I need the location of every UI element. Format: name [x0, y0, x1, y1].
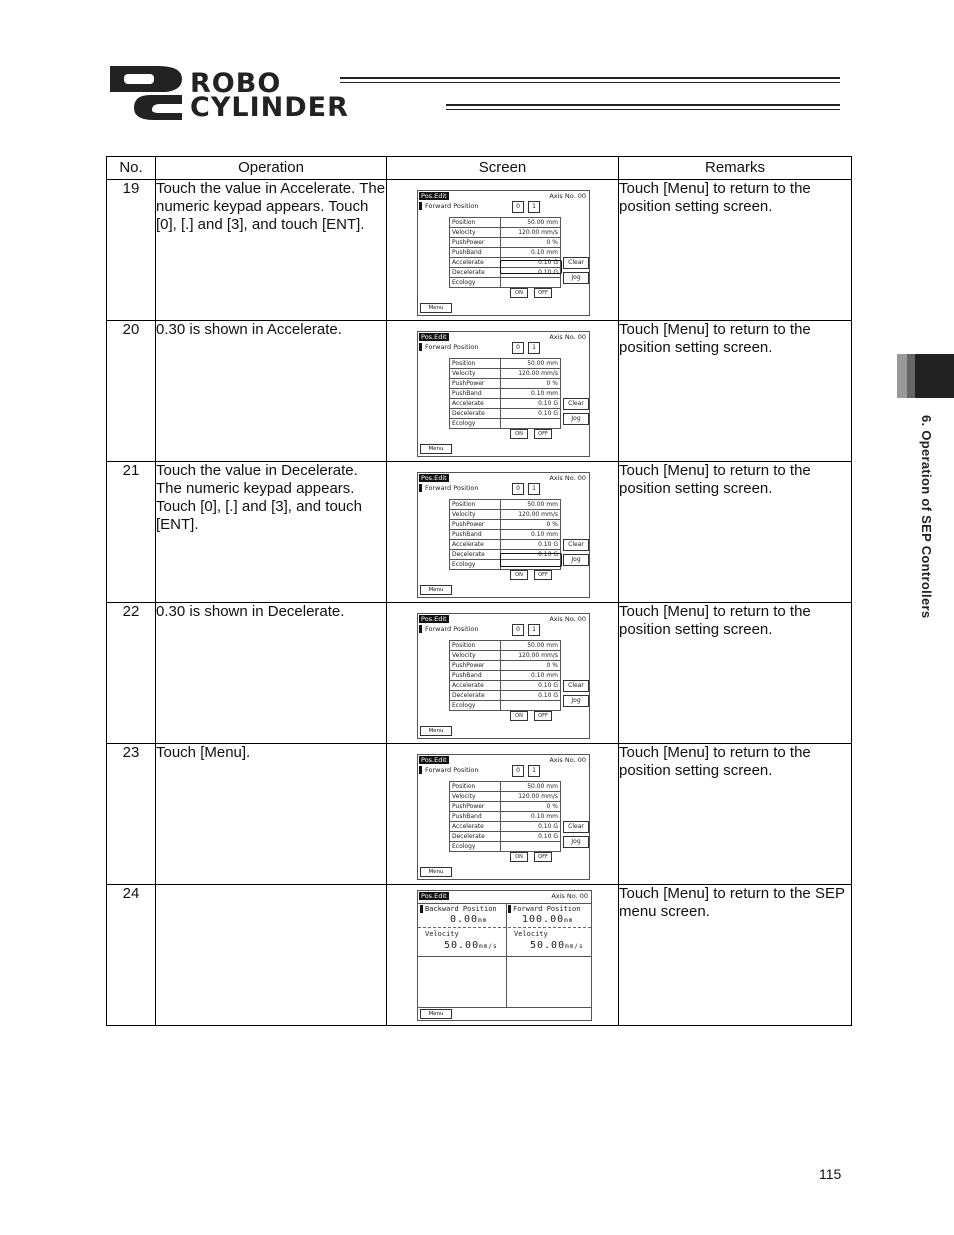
value-number: 0	[546, 803, 551, 810]
position-title: Forward Position	[425, 484, 479, 492]
position-title: Forward Position	[425, 625, 479, 633]
parameter-label: Accelerate	[450, 822, 501, 832]
parameter-label: PushPower	[450, 379, 501, 389]
ecology-label: Ecology	[450, 701, 501, 711]
parameter-row	[450, 691, 561, 701]
parameter-label: PushBand	[450, 671, 501, 681]
step-number: 24	[107, 885, 156, 1026]
value-unit: mm/s	[541, 652, 558, 659]
value-unit: G	[553, 833, 558, 840]
clear-button[interactable]: Clear	[563, 257, 589, 269]
parameter-label: Position	[450, 359, 501, 369]
value-number: 0.10	[538, 682, 552, 689]
page-number: 115	[819, 1166, 842, 1182]
parameter-label: PushBand	[450, 248, 501, 258]
parameter-value[interactable]	[500, 832, 560, 842]
parameter-row	[450, 822, 561, 832]
value-number: 120.00	[518, 370, 540, 377]
value-unit: mm	[564, 917, 574, 924]
value-unit: mm	[478, 917, 488, 924]
value-unit: mm	[546, 219, 558, 226]
chapter-tab	[897, 354, 954, 398]
menu-button[interactable]: Menu	[420, 1009, 452, 1019]
parameter-value[interactable]	[500, 530, 560, 540]
value-number: 0	[546, 662, 551, 669]
parameter-label: Velocity	[450, 369, 501, 379]
parameter-value[interactable]	[500, 641, 560, 651]
value-unit: mm	[546, 783, 558, 790]
value-unit: mm	[546, 501, 558, 508]
menu-button[interactable]: Menu	[420, 303, 452, 313]
position-title: Forward Position	[425, 202, 479, 210]
header-rule-bottom-thin	[446, 109, 840, 110]
table-row	[107, 462, 852, 603]
parameter-value[interactable]	[500, 540, 560, 550]
jog-button[interactable]: Jog	[563, 836, 589, 848]
jog-button[interactable]: Jog	[563, 695, 589, 707]
value-number: 0.10	[531, 672, 545, 679]
eco-off-button[interactable]: OFF	[534, 711, 552, 721]
axis-number: Axis No. 00	[549, 615, 586, 623]
parameter-row	[450, 379, 561, 389]
value-number: 0.10	[538, 692, 552, 699]
parameter-value[interactable]	[500, 500, 560, 510]
parameter-value[interactable]	[500, 389, 560, 399]
eco-off-button[interactable]: OFF	[534, 570, 552, 580]
forward-marker	[508, 905, 511, 913]
step-number: 23	[107, 744, 156, 885]
position-no-1-button[interactable]: 1	[528, 483, 540, 495]
value-number: 0.10	[538, 551, 552, 558]
remarks-text: Touch [Menu] to return to the position setting screen.	[619, 603, 852, 744]
value-number: 0.10	[538, 541, 552, 548]
velocity-label: Velocity	[514, 930, 548, 938]
value-number: 0.10	[531, 249, 545, 256]
position-marker	[419, 625, 422, 633]
remarks-text: Touch [Menu] to return to the position setting screen.	[619, 462, 852, 603]
parameter-value[interactable]	[500, 792, 560, 802]
value-number: 50.00	[527, 219, 545, 226]
screen-cell	[387, 321, 619, 462]
remarks-text: Touch [Menu] to return to the position setting screen.	[619, 744, 852, 885]
touch-highlight	[500, 260, 562, 274]
remarks-text: Touch [Menu] to return to the position setting screen.	[619, 321, 852, 462]
backward-velocity-value[interactable]	[444, 940, 498, 952]
value-unit: %	[552, 380, 558, 387]
parameter-table	[449, 640, 561, 711]
table-header-row	[107, 157, 852, 180]
position-edit-screen	[417, 613, 590, 739]
parameter-value[interactable]	[500, 238, 560, 248]
position-marker	[419, 766, 422, 774]
parameter-label: PushBand	[450, 530, 501, 540]
ecology-label: Ecology	[450, 278, 501, 288]
position-no-1-button[interactable]: 1	[528, 765, 540, 777]
parameter-label: Decelerate	[450, 268, 501, 278]
menu-button[interactable]: Menu	[420, 444, 452, 454]
parameter-row	[450, 238, 561, 248]
parameter-label: PushBand	[450, 389, 501, 399]
table-row	[107, 321, 852, 462]
ecology-value	[500, 701, 560, 711]
backward-marker	[420, 905, 423, 913]
parameter-value[interactable]	[500, 510, 560, 520]
ecology-row	[450, 419, 561, 429]
parameter-row	[450, 671, 561, 681]
value-unit: G	[553, 551, 558, 558]
value-number: 50.00	[530, 940, 566, 951]
value-unit: %	[552, 662, 558, 669]
value-unit: G	[553, 682, 558, 689]
parameter-value[interactable]	[500, 369, 560, 379]
value-unit: mm	[546, 360, 558, 367]
menu-button[interactable]: Menu	[420, 867, 452, 877]
parameter-label: Decelerate	[450, 550, 501, 560]
menu-button[interactable]: Menu	[420, 585, 452, 595]
parameter-row	[450, 530, 561, 540]
eco-on-button[interactable]: ON	[510, 570, 528, 580]
backward-position-value[interactable]	[450, 914, 487, 926]
ecology-label: Ecology	[450, 560, 501, 570]
position-edit-screen	[417, 472, 590, 598]
axis-number: Axis No. 00	[549, 756, 586, 764]
value-number: 0.10	[538, 833, 552, 840]
parameter-label: Accelerate	[450, 681, 501, 691]
robo-cylinder-logo	[110, 66, 845, 122]
procedure-table	[106, 156, 852, 1026]
position-title: Forward Position	[425, 343, 479, 351]
velocity-label: Velocity	[425, 930, 459, 938]
parameter-label: Velocity	[450, 510, 501, 520]
parameter-label: Decelerate	[450, 691, 501, 701]
parameter-table	[449, 358, 561, 429]
parameter-value[interactable]	[500, 782, 560, 792]
parameter-row	[450, 782, 561, 792]
operation-text: Touch [Menu].	[156, 744, 387, 885]
operation-text: Touch the value in Decelerate. The numeric keypad appears. Touch [0], [.] and [3], and touch [ENT].	[156, 462, 387, 603]
parameter-row	[450, 369, 561, 379]
remarks-text: Touch [Menu] to return to the SEP menu screen.	[619, 885, 852, 1026]
screen-header: Pos.Edit	[421, 756, 447, 764]
axis-number: Axis No. 00	[551, 892, 588, 900]
parameter-label: PushBand	[450, 812, 501, 822]
value-number: 50.00	[527, 501, 545, 508]
position-no-1-button[interactable]: 1	[528, 342, 540, 354]
axis-number: Axis No. 00	[549, 192, 586, 200]
value-unit: mm	[546, 813, 558, 820]
parameter-row	[450, 399, 561, 409]
value-unit: G	[553, 541, 558, 548]
parameter-value[interactable]	[500, 520, 560, 530]
operation-text	[156, 885, 387, 1026]
ecology-label: Ecology	[450, 419, 501, 429]
value-unit: %	[552, 521, 558, 528]
value-number: 0.10	[538, 269, 552, 276]
value-number: 120.00	[518, 793, 540, 800]
ecology-value	[500, 278, 560, 288]
chapter-label: 6. Operation of SEP Controllers	[919, 415, 934, 619]
step-number: 22	[107, 603, 156, 744]
rc-logo-mark	[110, 66, 188, 120]
parameter-label: Accelerate	[450, 399, 501, 409]
parameter-label: PushPower	[450, 238, 501, 248]
parameter-value[interactable]	[500, 671, 560, 681]
parameter-label: Velocity	[450, 651, 501, 661]
value-number: 0	[546, 239, 551, 246]
position-edit-final-screen	[417, 890, 592, 1021]
position-no-0-button[interactable]: 0	[512, 483, 524, 495]
eco-off-button[interactable]: OFF	[534, 852, 552, 862]
parameter-row	[450, 359, 561, 369]
operation-text: 0.30 is shown in Decelerate.	[156, 603, 387, 744]
parameter-row	[450, 500, 561, 510]
value-unit: mm/s	[479, 943, 498, 950]
parameter-row	[450, 409, 561, 419]
screen-header: Pos.Edit	[421, 192, 447, 200]
position-no-0-button[interactable]: 0	[512, 765, 524, 777]
position-title: Forward Position	[425, 766, 479, 774]
remarks-text: Touch [Menu] to return to the position setting screen.	[619, 180, 852, 321]
value-number: 0.10	[531, 813, 545, 820]
position-marker	[419, 202, 422, 210]
operation-text: 0.30 is shown in Accelerate.	[156, 321, 387, 462]
value-number: 0.10	[538, 823, 552, 830]
value-unit: mm	[546, 642, 558, 649]
value-number: 50.00	[527, 783, 545, 790]
parameter-row	[450, 540, 561, 550]
clear-button[interactable]: Clear	[563, 539, 589, 551]
parameter-value[interactable]	[500, 681, 560, 691]
parameter-value[interactable]	[500, 661, 560, 671]
axis-number: Axis No. 00	[549, 333, 586, 341]
eco-off-button[interactable]: OFF	[534, 429, 552, 439]
value-number: 0.10	[538, 259, 552, 266]
position-marker	[419, 343, 422, 351]
parameter-label: Velocity	[450, 792, 501, 802]
logo-line2: CYLINDER	[190, 92, 349, 123]
position-no-0-button[interactable]: 0	[512, 342, 524, 354]
col-header-no: No.	[107, 157, 156, 180]
value-unit: G	[553, 410, 558, 417]
value-number: 0	[546, 380, 551, 387]
parameter-value[interactable]	[500, 822, 560, 832]
value-number: 50.00	[444, 940, 480, 951]
parameter-row	[450, 802, 561, 812]
value-number: 120.00	[518, 652, 540, 659]
parameter-row	[450, 832, 561, 842]
position-no-1-button[interactable]: 1	[528, 624, 540, 636]
clear-button[interactable]: Clear	[563, 821, 589, 833]
parameter-row	[450, 218, 561, 228]
ecology-value	[500, 842, 560, 852]
ecology-value	[500, 419, 560, 429]
eco-on-button[interactable]: ON	[510, 288, 528, 298]
parameter-row	[450, 681, 561, 691]
dashed-divider	[418, 927, 591, 928]
parameter-value[interactable]	[500, 399, 560, 409]
value-number: 120.00	[518, 229, 540, 236]
value-number: 50.00	[527, 360, 545, 367]
value-unit: mm/s	[541, 511, 558, 518]
screen-cell	[387, 885, 619, 1026]
parameter-value[interactable]	[500, 691, 560, 701]
forward-velocity-value[interactable]	[530, 940, 584, 952]
step-number: 19	[107, 180, 156, 321]
col-header-screen: Screen	[387, 157, 619, 180]
value-number: 0.10	[538, 400, 552, 407]
col-header-operation: Operation	[156, 157, 387, 180]
value-unit: %	[552, 803, 558, 810]
parameter-row	[450, 651, 561, 661]
value-unit: mm/s	[565, 943, 584, 950]
parameter-label: Decelerate	[450, 409, 501, 419]
value-unit: G	[553, 823, 558, 830]
step-number: 20	[107, 321, 156, 462]
jog-button[interactable]: Jog	[563, 272, 589, 284]
parameter-table	[449, 781, 561, 852]
screen-cell	[387, 744, 619, 885]
clear-button[interactable]: Clear	[563, 398, 589, 410]
parameter-label: Accelerate	[450, 540, 501, 550]
position-no-0-button[interactable]: 0	[512, 201, 524, 213]
value-unit: mm/s	[541, 793, 558, 800]
eco-off-button[interactable]: OFF	[534, 288, 552, 298]
logo-line1: ROBO	[190, 68, 282, 99]
table-row	[107, 744, 852, 885]
value-unit: mm	[546, 531, 558, 538]
value-unit: mm	[546, 249, 558, 256]
position-no-0-button[interactable]: 0	[512, 624, 524, 636]
position-no-1-button[interactable]: 1	[528, 201, 540, 213]
value-number: 0.10	[538, 410, 552, 417]
screen-cell	[387, 603, 619, 744]
parameter-value[interactable]	[500, 651, 560, 661]
screen-header: Pos.Edit	[421, 333, 447, 341]
value-number: 120.00	[518, 511, 540, 518]
forward-position-label: Forward Position	[513, 905, 581, 913]
value-number: 0.10	[531, 531, 545, 538]
step-number: 21	[107, 462, 156, 603]
parameter-label: PushPower	[450, 520, 501, 530]
parameter-label: Decelerate	[450, 832, 501, 842]
screen-cell	[387, 462, 619, 603]
parameter-row	[450, 248, 561, 258]
parameter-value[interactable]	[500, 409, 560, 419]
value-number: 100.00	[522, 914, 565, 925]
divider	[418, 903, 591, 904]
axis-number: Axis No. 00	[549, 474, 586, 482]
parameter-row	[450, 520, 561, 530]
clear-button[interactable]: Clear	[563, 680, 589, 692]
value-number: 0.10	[531, 390, 545, 397]
eco-on-button[interactable]: ON	[510, 429, 528, 439]
header-rule-top-thin	[340, 82, 840, 83]
screen-header: Pos.Edit	[421, 892, 447, 900]
parameter-value[interactable]	[500, 359, 560, 369]
value-unit: mm	[546, 672, 558, 679]
parameter-label: Position	[450, 218, 501, 228]
value-unit: mm/s	[541, 229, 558, 236]
col-header-remarks: Remarks	[619, 157, 852, 180]
parameter-value[interactable]	[500, 218, 560, 228]
screen-header: Pos.Edit	[421, 474, 447, 482]
parameter-label: Position	[450, 500, 501, 510]
ecology-row	[450, 842, 561, 852]
position-marker	[419, 484, 422, 492]
eco-on-button[interactable]: ON	[510, 852, 528, 862]
ecology-label: Ecology	[450, 842, 501, 852]
table-row	[107, 180, 852, 321]
header-rule-bottom	[446, 104, 840, 106]
parameter-label: Position	[450, 641, 501, 651]
parameter-value[interactable]	[500, 379, 560, 389]
touch-highlight	[500, 553, 562, 567]
menu-button[interactable]: Menu	[420, 726, 452, 736]
parameter-value[interactable]	[500, 802, 560, 812]
value-number: 50.00	[527, 642, 545, 649]
eco-on-button[interactable]: ON	[510, 711, 528, 721]
parameter-label: PushPower	[450, 661, 501, 671]
backward-position-label: Backward Position	[425, 905, 497, 913]
parameter-table	[449, 217, 561, 288]
divider	[418, 1007, 591, 1008]
parameter-row	[450, 661, 561, 671]
screen-cell	[387, 180, 619, 321]
table-row	[107, 603, 852, 744]
value-unit: %	[552, 239, 558, 246]
header-rule-top	[340, 77, 840, 79]
parameter-row	[450, 641, 561, 651]
parameter-label: Velocity	[450, 228, 501, 238]
forward-position-value[interactable]	[522, 914, 573, 926]
screen-header: Pos.Edit	[421, 615, 447, 623]
parameter-label: Position	[450, 782, 501, 792]
parameter-value[interactable]	[500, 228, 560, 238]
jog-button[interactable]: Jog	[563, 413, 589, 425]
value-number: 0	[546, 521, 551, 528]
value-unit: G	[553, 400, 558, 407]
parameter-label: Accelerate	[450, 258, 501, 268]
value-unit: G	[553, 692, 558, 699]
position-edit-screen	[417, 190, 590, 316]
value-number: 0.00	[450, 914, 479, 925]
parameter-row	[450, 389, 561, 399]
ecology-row	[450, 701, 561, 711]
parameter-value[interactable]	[500, 812, 560, 822]
position-edit-screen	[417, 754, 590, 880]
parameter-row	[450, 812, 561, 822]
divider	[418, 956, 591, 957]
parameter-value[interactable]	[500, 248, 560, 258]
parameter-label: PushPower	[450, 802, 501, 812]
parameter-row	[450, 510, 561, 520]
value-unit: G	[553, 269, 558, 276]
parameter-row	[450, 228, 561, 238]
value-unit: mm/s	[541, 370, 558, 377]
parameter-row	[450, 792, 561, 802]
jog-button[interactable]: Jog	[563, 554, 589, 566]
ecology-row	[450, 278, 561, 288]
position-edit-screen	[417, 331, 590, 457]
table-row	[107, 885, 852, 1026]
operation-text: Touch the value in Accelerate. The numeric keypad appears. Touch [0], [.] and [3], and touch [ENT].	[156, 180, 387, 321]
value-unit: mm	[546, 390, 558, 397]
value-unit: G	[553, 259, 558, 266]
